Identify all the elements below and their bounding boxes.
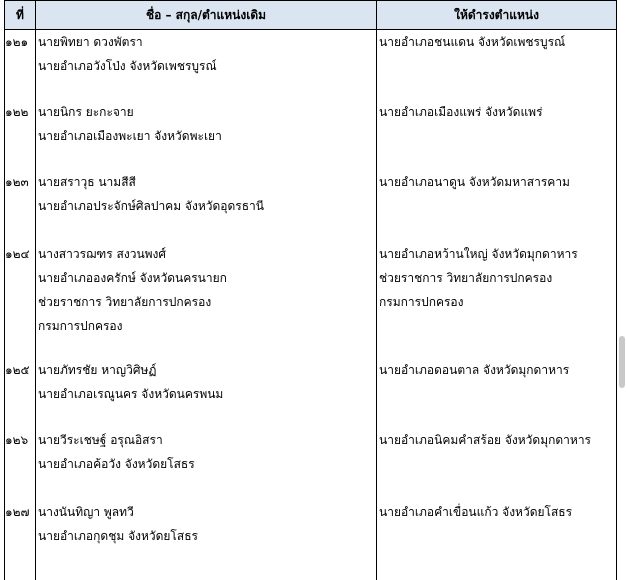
row-number xyxy=(5,242,36,358)
row-number xyxy=(5,30,36,100)
row-number-text: ๑๒๓ xyxy=(5,174,29,189)
header-name: ชื่อ – สกุล/ตำแหน่งเดิม xyxy=(36,1,377,30)
scrollbar-thumb[interactable] xyxy=(619,336,625,388)
table-row xyxy=(5,500,617,580)
original-name-position-cell xyxy=(36,428,377,500)
original-position-line: นายอำเภอเมืองพะเยา จังหวัดพะเยา xyxy=(38,128,222,143)
original-position-line: กรมการปกครอง xyxy=(38,318,123,333)
new-position-line: กรมการปกครอง xyxy=(379,294,464,309)
row-number-text: ๑๒๒ xyxy=(5,104,29,119)
table-header-row xyxy=(5,1,617,30)
original-position-line: ช่วยราชการ วิทยาลัยการปกครอง xyxy=(38,294,212,309)
person-name: นางสาวรฌฑร สงวนพงศ์ xyxy=(38,246,167,261)
new-position-line: นายอำเภอดอนตาล จังหวัดมุกดาหาร xyxy=(379,362,570,377)
original-position-line: นายอำเภอวังโป่ง จังหวัดเพชรบูรณ์ xyxy=(38,59,217,73)
original-position-line: นายอำเภอประจักษ์ศิลปาคม จังหวัดอุดรธานี xyxy=(38,198,264,213)
new-position-cell xyxy=(377,30,617,100)
row-number-text: ๑๒๕ xyxy=(5,362,30,377)
new-position-line: นายอำเภอชนแดน จังหวัดเพชรบูรณ์ xyxy=(379,35,566,49)
original-name-position-cell xyxy=(36,100,377,170)
original-position-line: นายอำเภอกุดชุม จังหวัดยโสธร xyxy=(38,528,198,543)
row-number xyxy=(5,358,36,428)
table-row xyxy=(5,170,617,242)
row-number xyxy=(5,428,36,500)
new-position-cell xyxy=(377,358,617,428)
row-number-text: ๑๒๗ xyxy=(5,504,30,519)
table-row xyxy=(5,428,617,500)
row-number-text: ๑๒๖ xyxy=(5,432,29,447)
row-number xyxy=(5,500,36,580)
row-number-text: ๑๒๔ xyxy=(5,246,30,261)
header-position: ให้ดำรงตำแหน่ง xyxy=(377,1,617,30)
original-name-position-cell xyxy=(36,358,377,428)
person-name: นายสราวุธ นามสีสี xyxy=(38,174,136,189)
new-position-line: นายอำเภอหว้านใหญ่ จังหวัดมุกดาหาร xyxy=(379,246,578,261)
original-name-position-cell xyxy=(36,500,377,580)
original-name-position-cell xyxy=(36,242,377,358)
new-position-line: นายอำเภอเมืองแพร่ จังหวัดแพร่ xyxy=(379,104,543,119)
new-position-line: นายอำเภอนิคมคำสร้อย จังหวัดมุกดาหาร xyxy=(379,432,591,447)
person-name: นางนันทิญา พูลทวี xyxy=(38,504,134,519)
original-name-position-cell xyxy=(36,170,377,242)
table-row xyxy=(5,242,617,358)
new-position-cell xyxy=(377,100,617,170)
person-name: นายวีระเชษฐ์ อรุณอิสรา xyxy=(38,432,163,447)
row-number-text: ๑๒๑ xyxy=(5,35,29,49)
table-row xyxy=(5,100,617,170)
original-position-line: นายอำเภอเรณูนคร จังหวัดนครพนม xyxy=(38,386,224,401)
original-position-line: นายอำเภอองครักษ์ จังหวัดนครนายก xyxy=(38,270,227,285)
new-position-line: ช่วยราชการ วิทยาลัยการปกครอง xyxy=(379,270,553,285)
new-position-line: นายอำเภอคำเขื่อนแก้ว จังหวัดยโสธร xyxy=(379,504,573,519)
row-number xyxy=(5,170,36,242)
new-position-line: นายอำเภอนาดูน จังหวัดมหาสารคาม xyxy=(379,174,570,189)
new-position-cell xyxy=(377,242,617,358)
person-name: นายพิทยา ดวงพัตรา xyxy=(38,35,143,49)
person-name: นายนิกร ยะกะจาย xyxy=(38,104,134,119)
new-position-cell xyxy=(377,428,617,500)
appointment-table xyxy=(4,0,617,580)
table-row xyxy=(5,358,617,428)
original-name-position-cell xyxy=(36,30,377,100)
header-no: ที่ xyxy=(5,1,36,30)
new-position-cell xyxy=(377,500,617,580)
original-position-line: นายอำเภอค้อวัง จังหวัดยโสธร xyxy=(38,456,195,471)
person-name: นายภัทรชัย หาญวิศิษฏ์ xyxy=(38,362,157,377)
row-number xyxy=(5,100,36,170)
table-row xyxy=(5,30,617,100)
new-position-cell xyxy=(377,170,617,242)
